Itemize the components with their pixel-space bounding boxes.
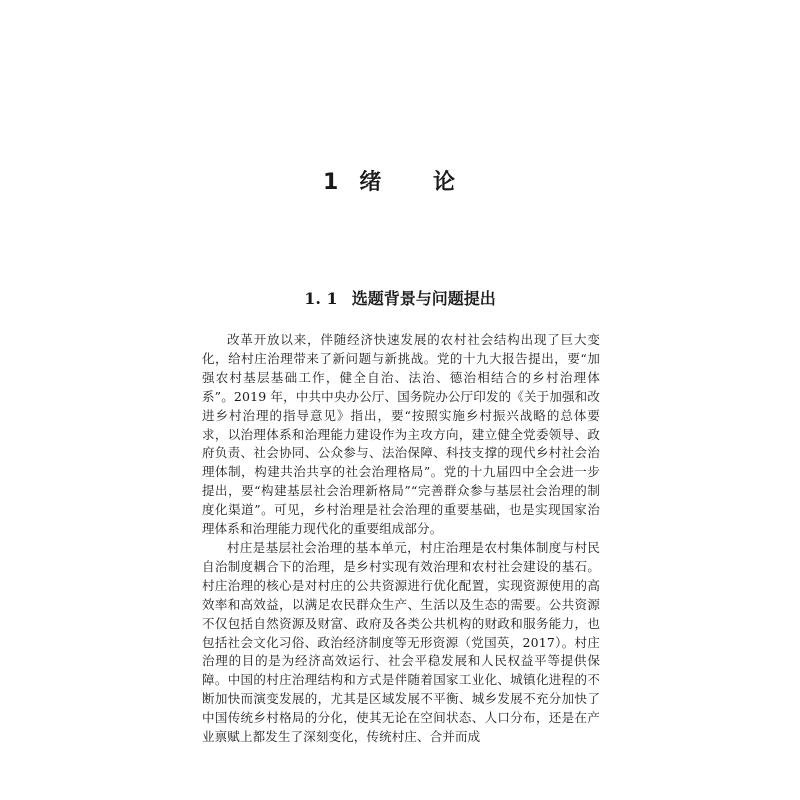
chapter-number: 1 xyxy=(323,170,340,195)
section-heading xyxy=(0,286,800,309)
section-number: 1. 1 xyxy=(304,289,338,308)
paragraph-2: 村庄是基层社会治理的基本单元，村庄治理是农村集体制度与村民自治制度耦合下的治理，是乡村实现有效治理和农村社会建设的基石。村庄治理的核心是对村庄的公共资源进行优化配置，实现资源使用的高效率和高效益，以满足农民群众生产、生活以及生态的需要。公共资源不仅包括自然资源及财富、政府及各类公共机构的财政和服务能力，也包括社会文化习俗、政治经济制度等无形资源（党国英，2017）。村庄治理的目的是为经济高效运行、社会平稳发展和人民权益平等提供保障。中国的村庄治理结构和方式是伴随着国家工业化、城镇化进程的不断加快而演变发展的，尤其是区域发展不平衡、城乡发展不充分加快了中国传统乡村格局的分化，使其无论在空间状态、人口分布，还是在产业禀赋上都发生了深刻变化，传统村庄、合并而成 xyxy=(202,539,600,745)
body-text xyxy=(202,331,600,747)
chapter-heading xyxy=(0,165,800,196)
section-title: 选题背景与问题提出 xyxy=(351,289,496,308)
paragraph-1: 改革开放以来，伴随经济快速发展的农村社会结构出现了巨大变化，给村庄治理带来了新问题与新挑战。党的十九大报告提出，要“加强农村基层基础工作，健全自治、法治、德治相结合的乡村治理体系”。2019 年，中共中央办公厅、国务院办公厅印发的《关于加强和改进乡村治理的指导意见》指出，要“按照实施乡村振兴战略的总体要求，以治理体系和治理能力建设作为主攻方向，建立健全党委领导、政府负责、社会协同、公众参与、法治保障、科技支撑的现代乡村社会治理体制，构建共治共享的社会治理格局”。党的十九届四中全会进一步提出，要“构建基层社会治理新格局”“完善群众参与基层社会治理的制度化渠道”。可见，乡村治理是社会治理的重要基础，也是实现国家治理体系和治理能力现代化的重要组成部分。 xyxy=(202,332,600,537)
chapter-title: 绪 论 xyxy=(359,170,477,195)
